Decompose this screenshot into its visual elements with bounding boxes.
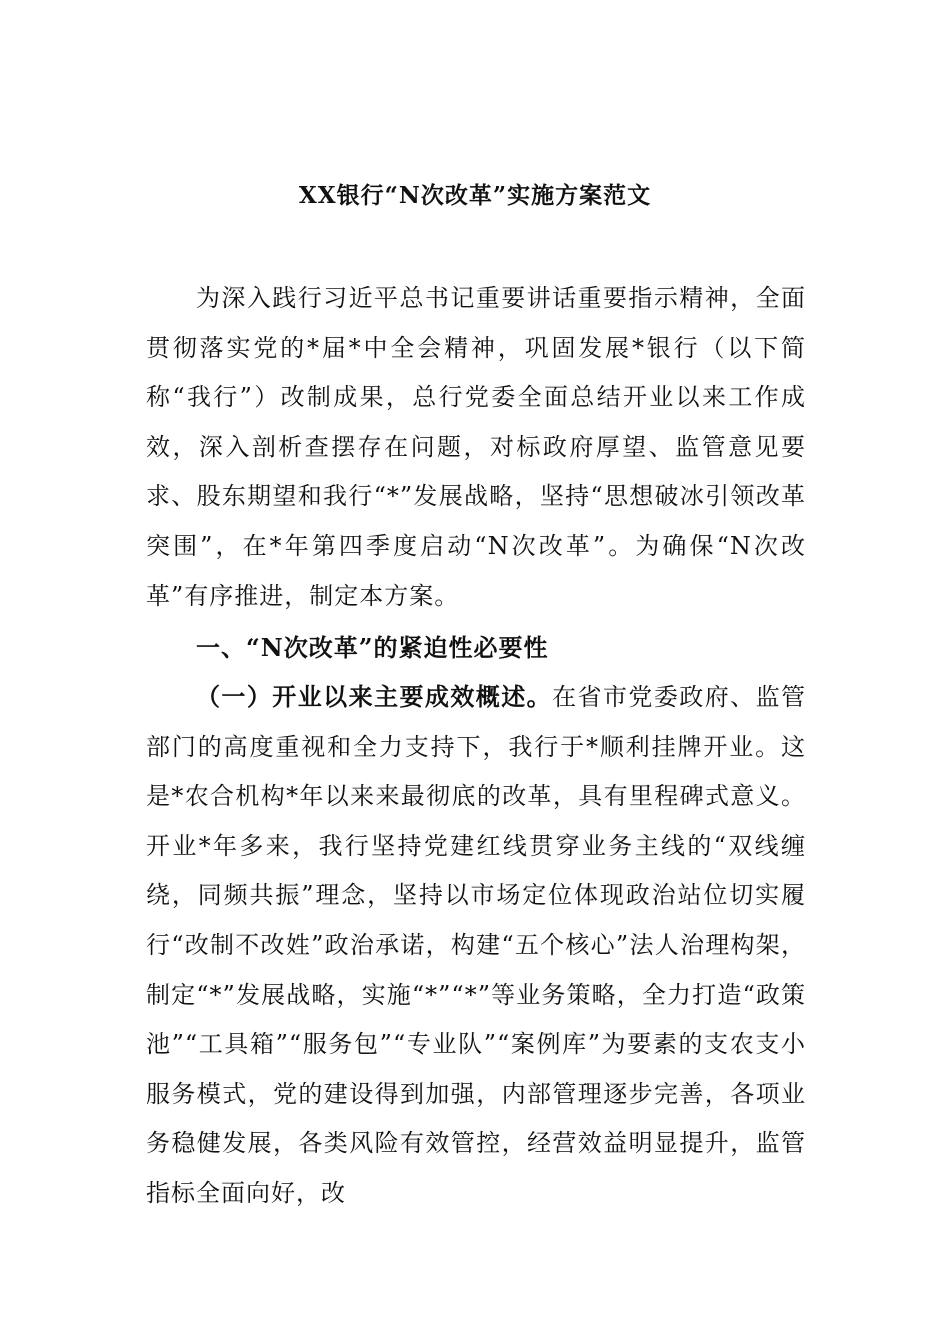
subsection-body: 在省市党委政府、监管部门的高度重视和全力支持下，我行于*顺利挂牌开业。这是*农合机构*年以来来最彻底的改革，具有里程碑式意义。开业*年多来，我行坚持党建红线贯穿业务主线的“双线缠绕，同频共振”理念，坚持以市场定位体现政治站位切实履行“改制不改姓”政治承诺，构建“五个核心”法人治理构架，制定“*”发展战略，实施“*”“*”等业务策略，全力打造“政策池”“工具箱”“服务包”“专业队”“案例库”为要素的支农支小服务模式，党的建设得到加强，内部管理逐步完善，各项业务稳健发展，各类风险有效管控，经营效益明显提升，监管指标全面向好，改 [146, 683, 807, 1207]
document-title: XX银行“N次改革”实施方案范文 [298, 182, 652, 210]
subsection-heading: （一）开业以来主要成效概述。 [196, 682, 553, 711]
intro-paragraph: 为深入践行习近平总书记重要讲话重要指示精神，全面贯彻落实党的*届*中全会精神，巩固发展*银行（以下简称“我行”）改制成果，总行党委全面总结开业以来工作成效，深入剖析查摆存在问题，对标政府厚望、监管意见要求、股东期望和我行“*”发展战略，坚持“思想破冰引领改革突围”，在*年第四季度启动“N次改革”。为确保“N次改革”有序推进，制定本方案。 [146, 284, 806, 610]
subsection-paragraph [146, 672, 806, 1219]
section-heading: 一、“N次改革”的紧迫性必要性 [196, 633, 549, 662]
